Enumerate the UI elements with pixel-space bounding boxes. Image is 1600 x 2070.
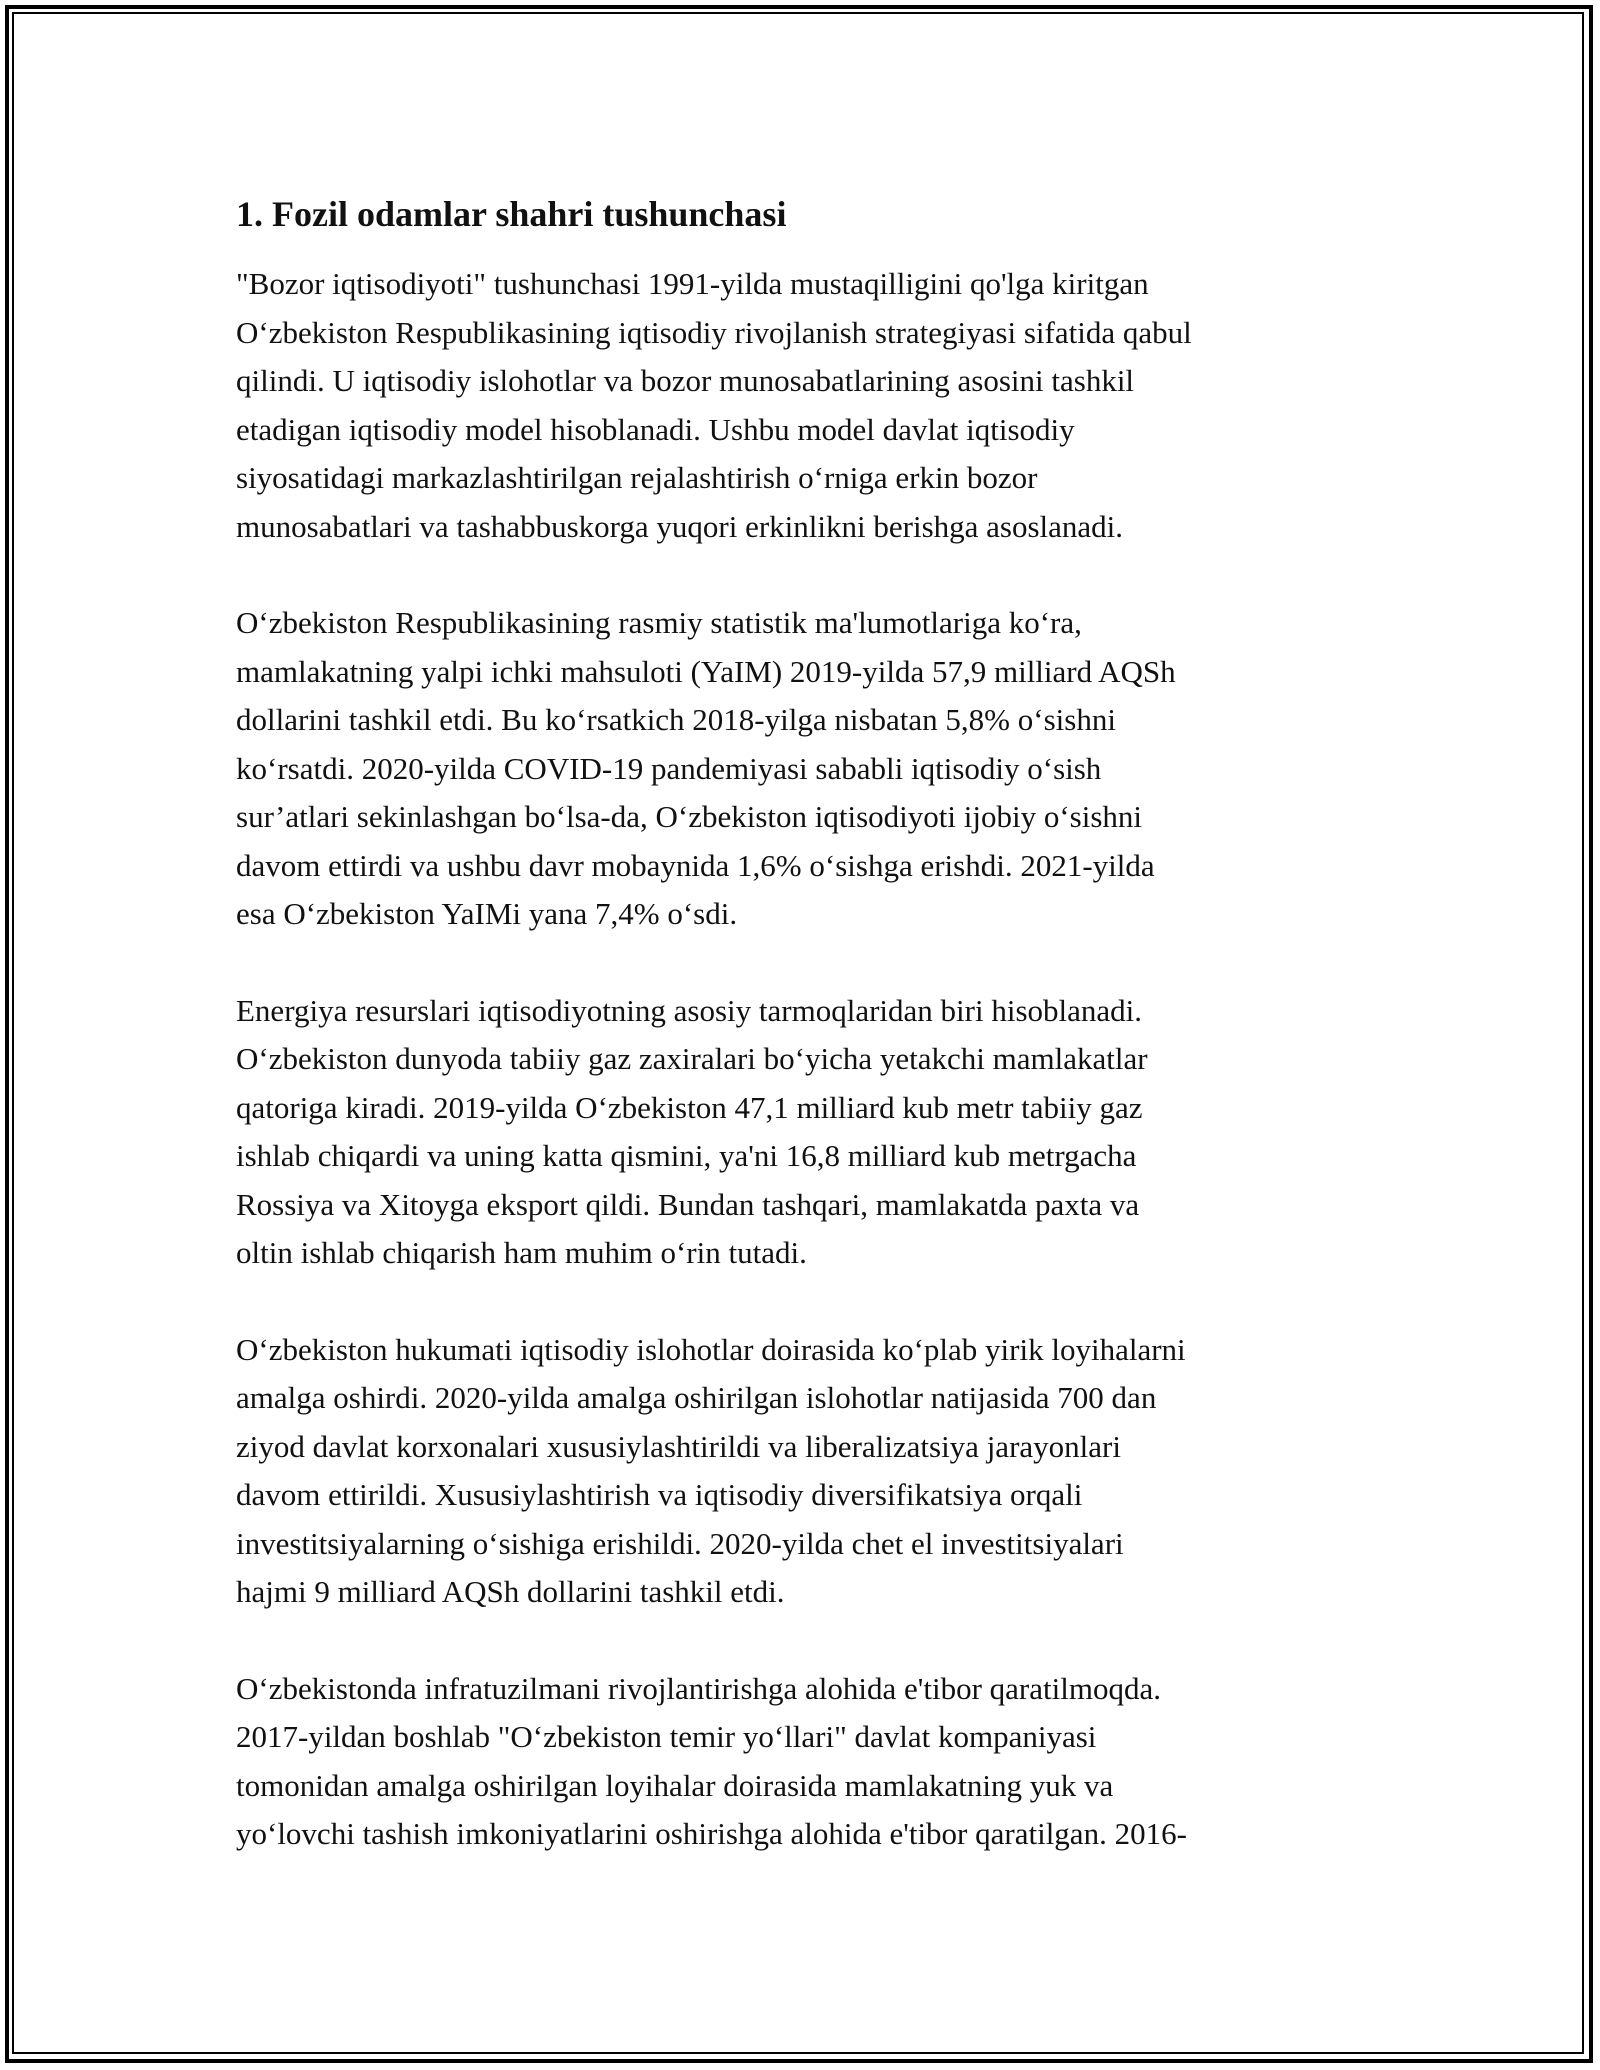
- text-line: ziyod davlat korxonalari xususiylashtirildi va liberalizatsiya jarayonlari: [236, 1428, 1121, 1464]
- text-line: Oʻzbekiston Respublikasining iqtisodiy rivojlanish strategiyasi sifatida qabul: [236, 314, 1192, 350]
- text-line: Rossiya va Xitoyga eksport qildi. Bundan tashqari, mamlakatda paxta va: [236, 1186, 1140, 1222]
- text-line: Oʻzbekiston dunyoda tabiiy gaz zaxiralari boʻyicha yetakchi mamlakatlar: [236, 1041, 1148, 1076]
- text-line: koʻrsatdi. 2020-yilda COVID-19 pandemiyasi sababli iqtisodiy oʻsish: [236, 750, 1102, 786]
- text-line: "Bozor iqtisodiyoti" tushunchasi 1991-yilda mustaqilligini qo'lga kiritgan: [236, 266, 1149, 301]
- text-line: esa Oʻzbekiston YaIMi yana 7,4% oʻsdi.: [236, 896, 738, 931]
- text-line: qatoriga kiradi. 2019-yilda Oʻzbekiston 47,1 milliard kub metr tabiiy gaz: [236, 1089, 1143, 1125]
- text-line: siyosatidagi markazlashtirilgan rejalashtirish oʻrniga erkin bozor: [236, 460, 1038, 495]
- text-line: Oʻzbekistonda infratuzilmani rivojlantirishga alohida e'tibor qaratilmoqda.: [236, 1670, 1161, 1706]
- text-line: qilindi. U iqtisodiy islohotlar va bozor munosabatlarining asosini tashkil: [236, 363, 1135, 398]
- text-line: amalga oshirdi. 2020-yilda amalga oshirilgan islohotlar natijasida 700 dan: [236, 1380, 1157, 1415]
- paragraph-infrastructure: [236, 1665, 1386, 1859]
- paragraph-energy-resources: [236, 987, 1386, 1278]
- paragraph-gdp-statistics: [236, 599, 1386, 939]
- section-heading: 1. Fozil odamlar shahri tushunchasi: [236, 194, 787, 234]
- text-line: Oʻzbekiston hukumati iqtisodiy islohotlar doirasida koʻplab yirik loyihalarni: [236, 1331, 1186, 1367]
- text-line: sur’atlari sekinlashgan boʻlsa-da, Oʻzbekiston iqtisodiyoti ijobiy oʻsishni: [236, 799, 1143, 834]
- text-line: investitsiyalarning oʻsishiga erishildi. 2020-yilda chet el investitsiyalari: [236, 1525, 1124, 1561]
- paragraph-government-reforms: [236, 1326, 1386, 1617]
- text-line: Oʻzbekiston Respublikasining rasmiy statistik ma'lumotlariga koʻra,: [236, 605, 1082, 640]
- text-line: yoʻlovchi tashish imkoniyatlarini oshirishga alohida e'tibor qaratilgan. 2016-: [236, 1816, 1187, 1851]
- text-line: 2017-yildan boshlab "Oʻzbekiston temir yoʻllari" davlat kompaniyasi: [236, 1719, 1097, 1754]
- text-line: etadigan iqtisodiy model hisoblanadi. Ushbu model davlat iqtisodiy: [236, 411, 1075, 447]
- text-line: ishlab chiqardi va uning katta qismini, ya'ni 16,8 milliard kub metrgacha: [236, 1138, 1137, 1173]
- paragraph-market-economy: [236, 260, 1386, 551]
- text-line: hajmi 9 milliard AQSh dollarini tashkil etdi.: [236, 1574, 785, 1609]
- text-line: davom ettirildi. Xususiylashtirish va iqtisodiy diversifikatsiya orqali: [236, 1477, 1083, 1512]
- text-line: oltin ishlab chiqarish ham muhim oʻrin tutadi.: [236, 1235, 807, 1270]
- document-body: [236, 188, 1386, 1907]
- text-line: munosabatlari va tashabbuskorga yuqori erkinlikni berishga asoslanadi.: [236, 508, 1124, 544]
- text-line: Energiya resurslari iqtisodiyotning asosiy tarmoqlaridan biri hisoblanadi.: [236, 992, 1143, 1028]
- text-line: mamlakatning yalpi ichki mahsuloti (YaIM) 2019-yilda 57,9 milliard AQSh: [236, 653, 1176, 689]
- text-line: davom ettirdi va ushbu davr mobaynida 1,6% oʻsishga erishdi. 2021-yilda: [236, 847, 1155, 883]
- text-line: dollarini tashkil etdi. Bu koʻrsatkich 2018-yilga nisbatan 5,8% oʻsishni: [236, 702, 1116, 737]
- text-line: tomonidan amalga oshirilgan loyihalar doirasida mamlakatning yuk va: [236, 1767, 1114, 1803]
